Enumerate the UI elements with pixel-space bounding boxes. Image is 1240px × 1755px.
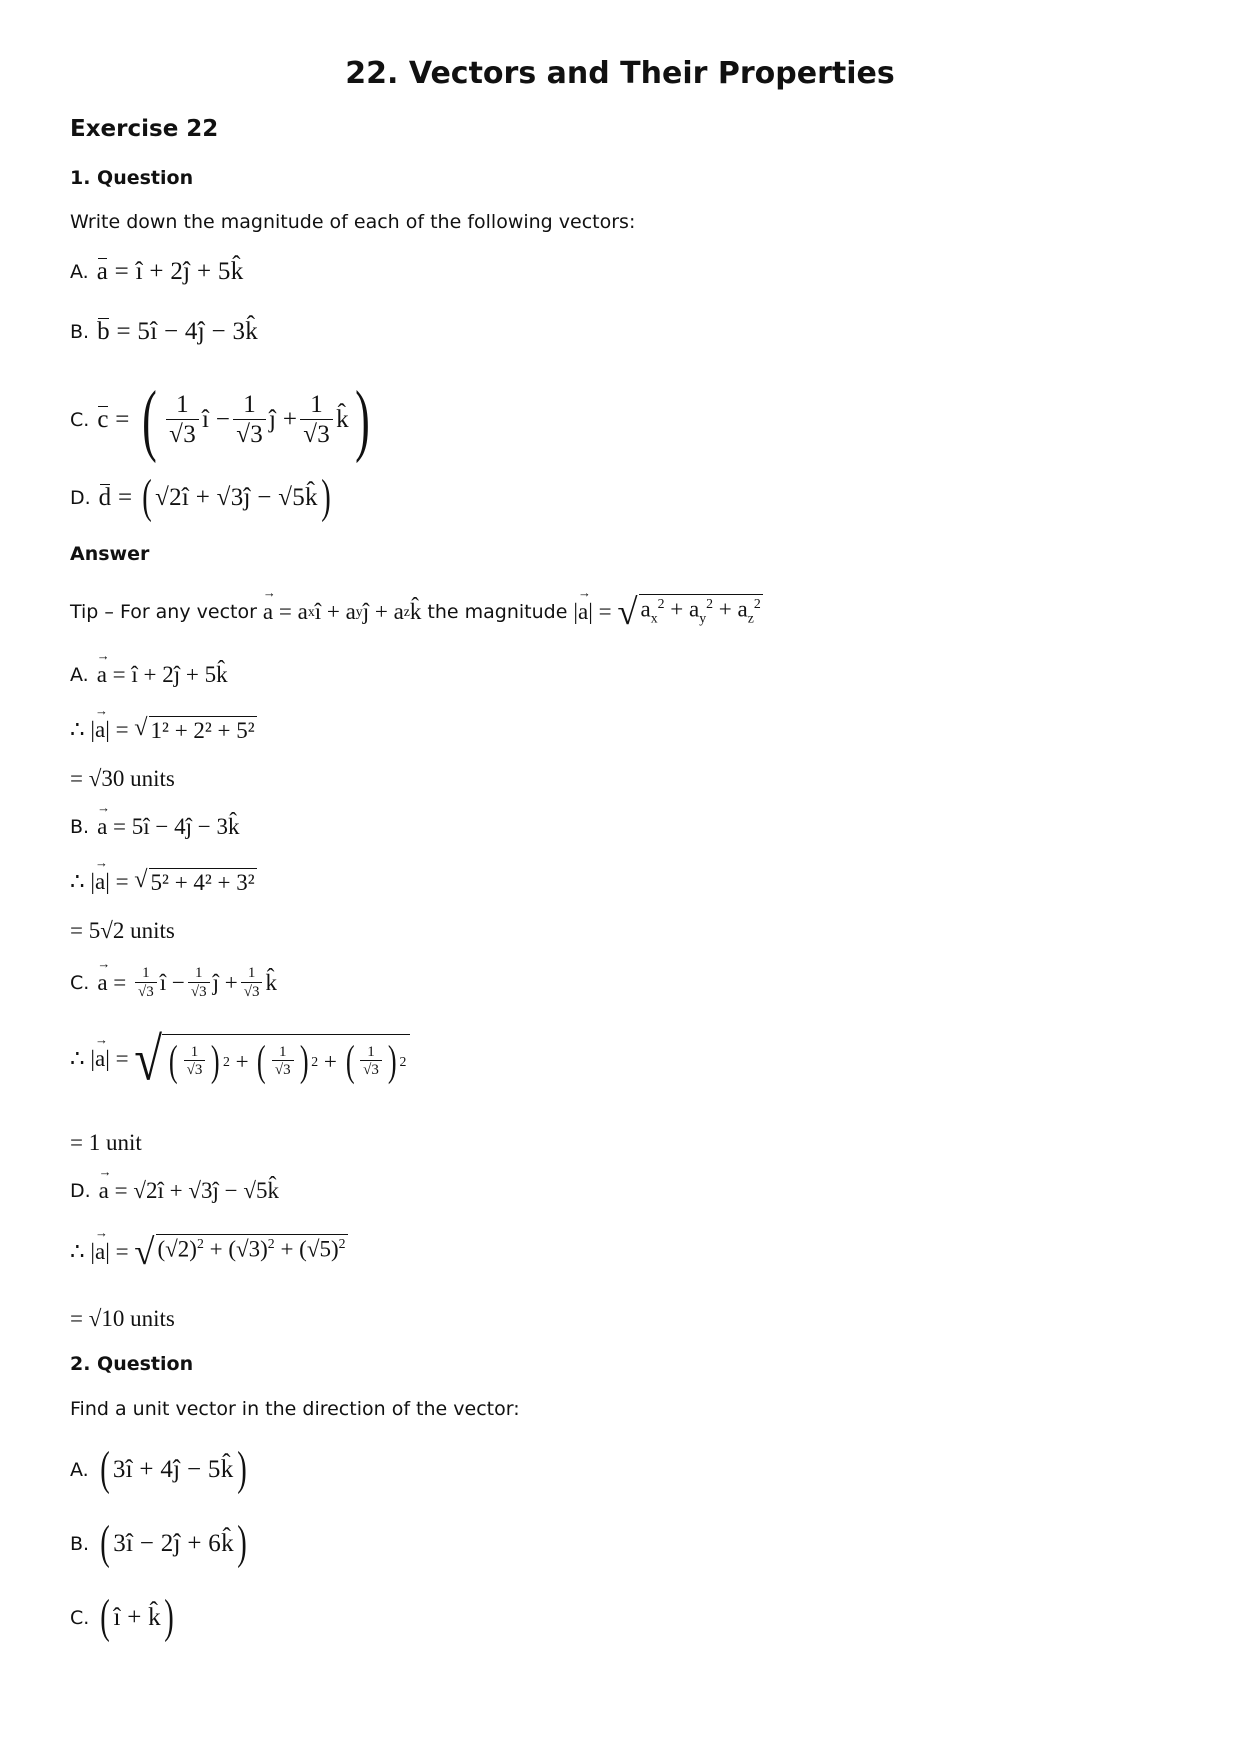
tip-prefix: Tip – For any vector xyxy=(70,601,257,624)
option-label: B. xyxy=(70,1532,90,1555)
answer-c-result xyxy=(70,1130,142,1156)
q2-option-c xyxy=(70,1591,177,1643)
option-label: B. xyxy=(70,816,90,838)
option-label: D. xyxy=(70,1180,91,1202)
tip-line xyxy=(70,591,763,632)
option-label: D. xyxy=(70,486,91,509)
option-label: A. xyxy=(70,664,89,686)
math-expression: c = ( $\frac{1}{√3}$ î − $\frac{1}{√3}$ ĵ + $\frac{1}{√3}$ k̂ ) xyxy=(97,376,370,464)
answer-b-magnitude xyxy=(70,868,257,896)
q1-option-d xyxy=(70,471,334,523)
answer-b-vector xyxy=(70,814,240,840)
option-label: B. xyxy=(70,321,90,343)
math-expression: ( î + k̂ ) xyxy=(100,1591,174,1643)
math-expression: a → = î + 2ĵ + 5k̂ xyxy=(97,662,228,688)
option-label: C. xyxy=(70,409,90,431)
answer-a-magnitude xyxy=(70,716,257,744)
math-expression: = 5√2 units xyxy=(70,918,175,943)
question-1-heading: 1. Question xyxy=(70,167,194,189)
math-expression: ∴ | a → | = √ ( $\frac{1}{√3}$ ) 2 + ( $\frac{1}{√3}$ ) 2 + ( $\frac{1}{√3}$ ) 2 xyxy=(70,1034,410,1085)
answer-a-result xyxy=(70,766,175,792)
math-expression: ∴ | a → | = √ 1² + 2² + 5² xyxy=(70,716,257,744)
answer-c-magnitude xyxy=(70,1025,410,1093)
answer-c-vector xyxy=(70,966,277,1001)
answer-b-result xyxy=(70,918,175,944)
question-2-heading: 2. Question xyxy=(70,1353,194,1375)
math-expression: b = 5î − 4ĵ − 3k̂ xyxy=(97,318,259,345)
math-expression: = √30 units xyxy=(70,766,175,791)
math-expression: a = î + 2ĵ + 5k̂ xyxy=(96,258,244,285)
q2-option-a xyxy=(70,1443,250,1495)
math-expression: = 1 unit xyxy=(70,1130,142,1155)
question-2-prompt: Find a unit vector in the direction of the vector: xyxy=(70,1398,520,1420)
page-title: 22. Vectors and Their Properties xyxy=(345,56,895,91)
q1-option-a xyxy=(70,258,244,286)
math-expression: a → = 5î − 4ĵ − 3k̂ xyxy=(97,814,239,840)
answer-d-result xyxy=(70,1306,175,1332)
option-label: C. xyxy=(70,1606,90,1629)
option-label: C. xyxy=(70,972,90,995)
answer-d-magnitude xyxy=(70,1231,348,1272)
tip-middle: the magnitude xyxy=(427,601,568,624)
answer-heading: Answer xyxy=(70,543,150,565)
math-expression: = √10 units xyxy=(70,1306,175,1331)
math-expression: | a → | = √ $a_x^2 + a_y^2 + a_z^2$ xyxy=(573,594,762,631)
question-1-prompt: Write down the magnitude of each of the following vectors: xyxy=(70,211,636,233)
option-label: A. xyxy=(70,261,89,283)
math-expression: a → = √2î + √3ĵ − √5k̂ xyxy=(99,1178,279,1204)
option-label: A. xyxy=(70,1458,89,1481)
q1-option-c xyxy=(70,376,376,464)
answer-d-vector xyxy=(70,1178,279,1204)
exercise-heading: Exercise 22 xyxy=(70,116,219,142)
math-expression: d = ( √2î + √3ĵ − √5k̂ ) xyxy=(98,471,331,523)
math-expression: ∴ | a → | = √ 5² + 4² + 3² xyxy=(70,868,257,896)
math-expression: ∴ | a → | = √ $(√2)^2 + (√3)^2 + (√5)^2$ xyxy=(70,1234,348,1271)
answer-a-vector xyxy=(70,662,228,688)
q2-option-b xyxy=(70,1517,250,1569)
math-expression: ( 3î + 4ĵ − 5k̂ ) xyxy=(99,1443,247,1495)
math-expression: ( 3î − 2ĵ + 6k̂ ) xyxy=(100,1517,247,1569)
math-expression: a → = a x î + a y ĵ + a z k̂ xyxy=(263,599,422,625)
q1-option-b xyxy=(70,318,258,346)
math-expression: a → = $\frac{1}{√3}$ î − $\frac{1}{√3}$ ĵ + $\frac{1}{√3}$ k̂ xyxy=(97,966,277,1001)
